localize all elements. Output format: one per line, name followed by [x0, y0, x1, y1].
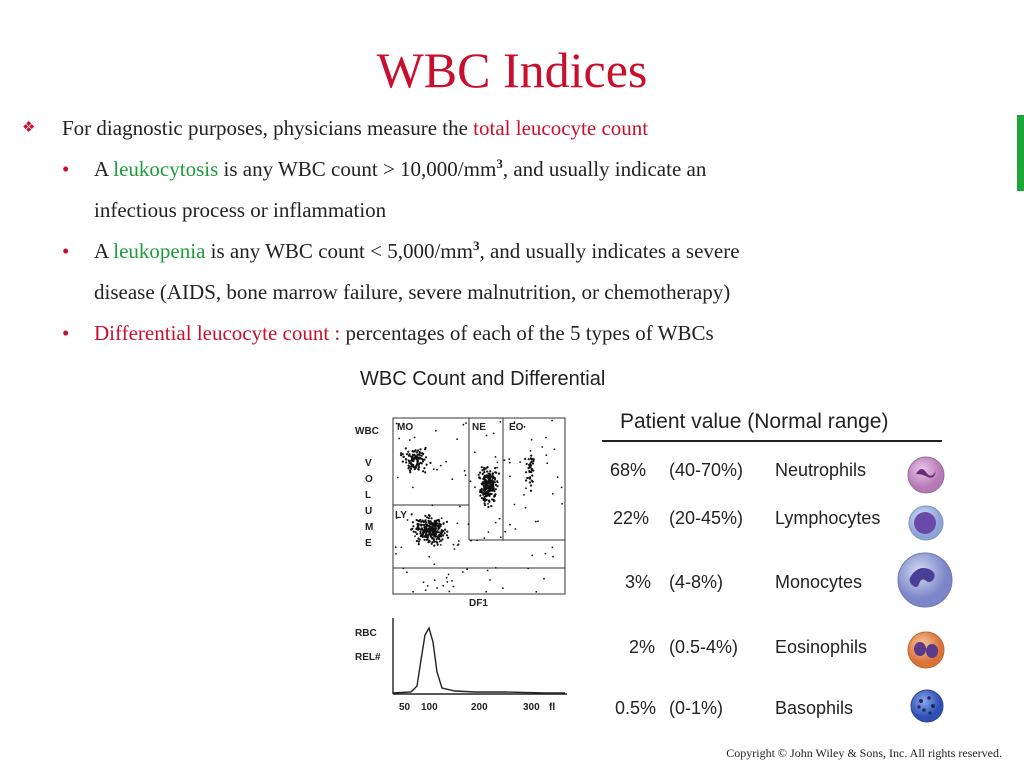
eosinophil-cell-icon: [905, 629, 947, 671]
label-volume-e: E: [365, 538, 372, 549]
side-accent-bar: [1017, 115, 1024, 191]
lymphocyte-cell-icon: [907, 504, 945, 542]
bullet-main: ❖ For diagnostic purposes, physicians measure the total leucocyte count: [22, 108, 982, 149]
label-mo: MO: [397, 422, 414, 433]
wbc-figure: [345, 360, 965, 730]
label-wbc: WBC: [355, 426, 379, 437]
label-eo: EO: [509, 422, 524, 433]
label-rbc: RBC: [355, 628, 377, 639]
scatter-dots: [395, 420, 563, 593]
tick-100: 100: [421, 702, 438, 713]
tick-fl: fl: [549, 702, 556, 713]
term-leukocytosis: leukocytosis: [113, 157, 219, 181]
bullet-leukopenia: • A leukopenia is any WBC count < $5,000/mm^3$, and usually indicates a severe disease (AIDS, bone marrow failure, severe malnutrition, or chemotherapy): [22, 231, 982, 313]
row-eosinophils: 2% (0.5-4%) Eosinophils: [345, 637, 965, 681]
label-volume-u: U: [365, 506, 373, 517]
basophil-cell-icon: [909, 688, 945, 724]
term-leukopenia: leukopenia: [113, 239, 206, 263]
label-rel: REL#: [355, 652, 381, 663]
figure-title: WBC Count and Differential: [360, 368, 606, 390]
tick-50: 50: [399, 702, 411, 713]
label-ly: LY: [395, 510, 407, 521]
diamond-bullet-icon: ❖: [22, 120, 36, 136]
row-basophils: 0.5% (0-1%) Basophils: [345, 698, 965, 742]
label-df1: DF1: [469, 598, 488, 609]
row-monocytes: 3% (4-8%) Monocytes: [345, 572, 965, 616]
tick-200: 200: [471, 702, 488, 713]
term-differential-leucocyte-count: Differential leucocyte count :: [94, 321, 341, 345]
tick-300: 300: [523, 702, 540, 713]
label-volume-l: L: [365, 490, 372, 501]
bullet-dot-icon: •: [62, 239, 70, 263]
label-ne: NE: [472, 422, 486, 433]
label-volume-v: V: [365, 458, 372, 469]
bullet-content: [22, 108, 982, 354]
slide-title: WBC Indices: [376, 42, 648, 98]
label-volume-o: O: [365, 474, 373, 485]
bullet-differential: • Differential leucocyte count : percentages of each of the 5 types of WBCs: [22, 313, 982, 354]
patient-value-header: Patient value (Normal range): [620, 410, 889, 433]
header-rule: [602, 440, 942, 442]
neutrophil-cell-icon: [905, 454, 947, 496]
copyright-notice: Copyright © John Wiley & Sons, Inc. All rights reserved.: [726, 746, 1002, 760]
bullet-leukocytosis: • A leukocytosis is any WBC count > $10,000/mm^3$, and usually indicate an infectious process or inflammation: [22, 149, 982, 231]
row-neutrophils: 68% (40-70%) Neutrophils: [345, 460, 965, 504]
term-total-leucocyte-count: total leucocyte count: [473, 116, 649, 140]
gate-lines: [393, 418, 565, 594]
label-volume-m: M: [365, 522, 374, 533]
bullet-dot-icon: •: [62, 157, 70, 181]
row-lymphocytes: 22% (20-45%) Lymphocytes: [345, 508, 965, 552]
bullet-dot-icon: •: [62, 321, 70, 345]
monocyte-cell-icon: [895, 550, 955, 610]
